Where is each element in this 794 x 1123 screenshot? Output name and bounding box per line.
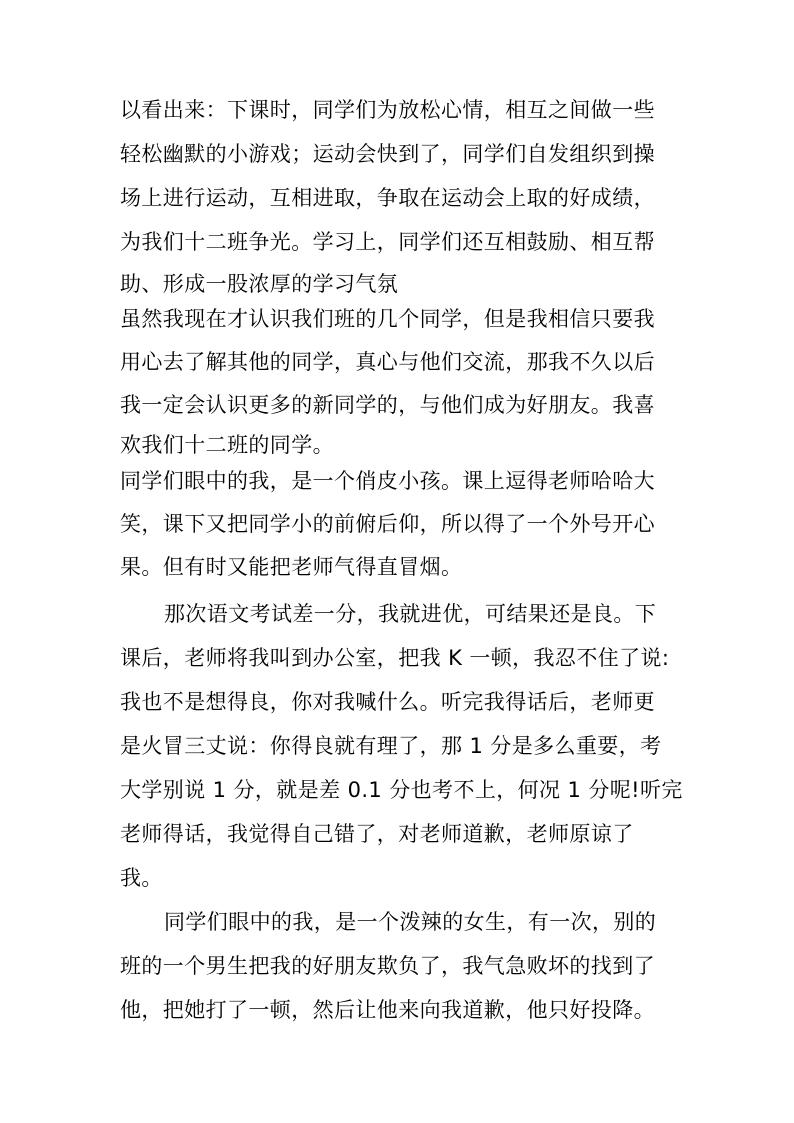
text-line: 场上进行运动，互相进取，争取在运动会上取的好成绩， <box>120 186 655 210</box>
text-line: 课后，老师将我叫到办公室，把我 K 一顿，我忍不住了说: <box>120 646 670 670</box>
text-line: 那次语文考试差一分，我就进优，可结果还是良。下 <box>164 602 657 626</box>
text-line: 班的一个男生把我的好朋友欺负了，我气急败坏的找到了 <box>120 954 655 978</box>
text-line: 以看出来：下课时，同学们为放松心情，相互之间做一些 <box>120 98 655 122</box>
text-line: 助、形成一股浓厚的学习气氛 <box>120 272 399 296</box>
text-line: 我也不是想得良，你对我喊什么。听完我得话后，老师更 <box>120 690 655 714</box>
text-line: 我一定会认识更多的新同学的，与他们成为好朋友。我喜 <box>120 393 655 417</box>
text-line: 轻松幽默的小游戏；运动会快到了，同学们自发组织到操 <box>120 142 655 166</box>
text-line: 他，把她打了一顿，然后让他来向我道歉，他只好投降。 <box>120 998 655 1022</box>
text-line: 大学别说 1 分，就是差 0.1 分也考不上，何况 1 分呢!听完 <box>120 778 683 802</box>
text-line: 笑，课下又把同学小的前俯后仰，所以得了一个外号开心 <box>120 512 655 536</box>
text-line: 我。 <box>120 866 163 890</box>
text-line: 虽然我现在才认识我们班的几个同学，但是我相信只要我 <box>120 307 655 331</box>
text-line: 欢我们十二班的同学。 <box>120 433 334 457</box>
text-line: 是火冒三丈说：你得良就有理了，那 1 分是多么重要，考 <box>120 734 662 758</box>
text-line: 果。但有时又能把老师气得直冒烟。 <box>120 555 463 579</box>
text-line: 为我们十二班争光。学习上，同学们还互相鼓励、相互帮 <box>120 230 655 254</box>
text-line: 同学们眼中的我，是一个泼辣的女生，有一次，别的 <box>164 910 657 934</box>
text-line: 同学们眼中的我，是一个俏皮小孩。课上逗得老师哈哈大 <box>120 469 655 493</box>
text-line: 用心去了解其他的同学，真心与他们交流，那我不久以后 <box>120 350 655 374</box>
text-line: 老师得话，我觉得自己错了，对老师道歉，老师原谅了 <box>120 822 634 846</box>
